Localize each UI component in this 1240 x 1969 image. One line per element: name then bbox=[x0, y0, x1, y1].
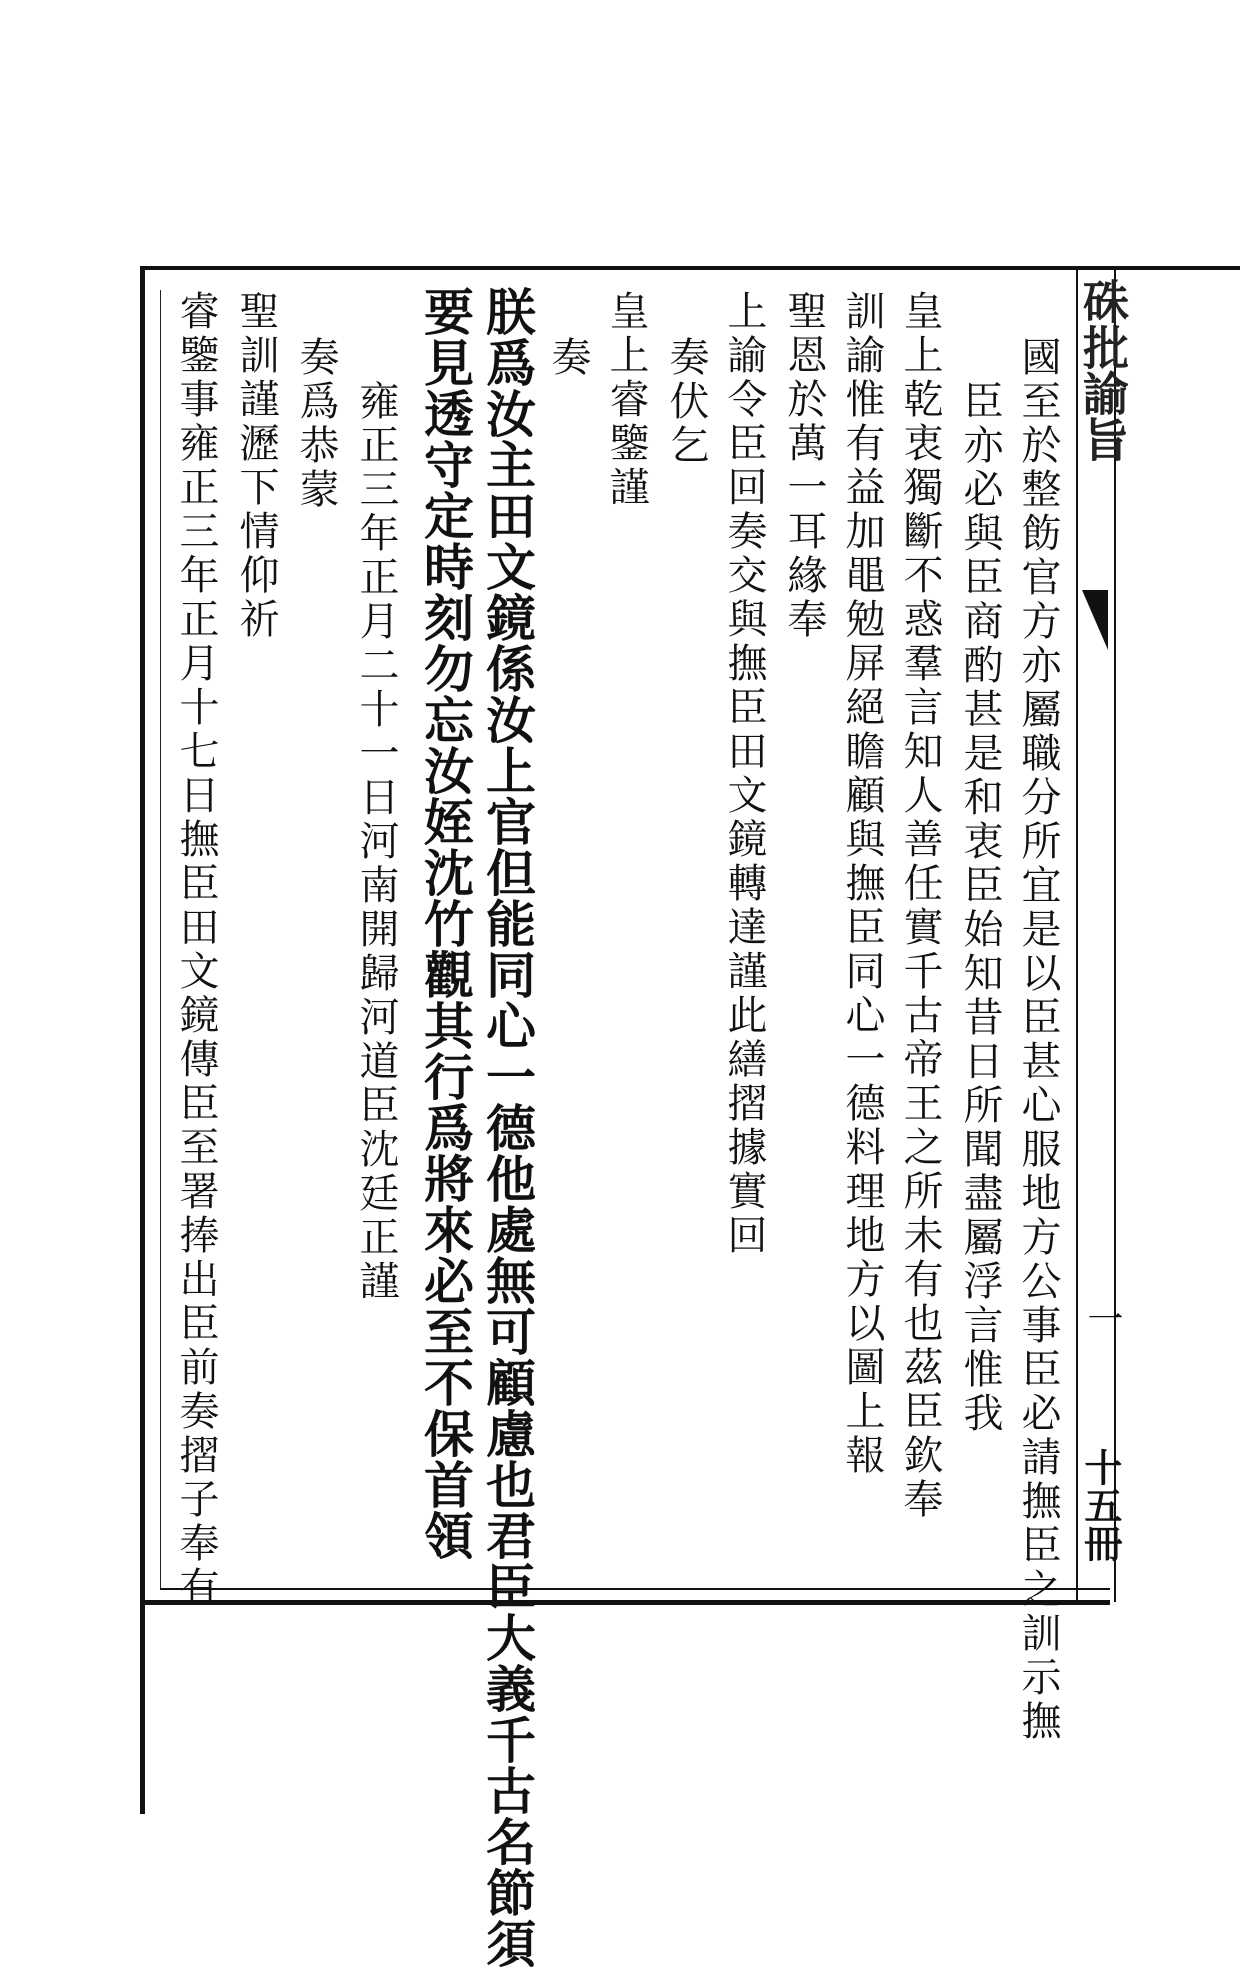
text-column-1: 國至於整飭官方亦屬職分所宜是以臣甚心服地方公事臣必請撫臣之訓示撫 bbox=[1015, 336, 1061, 1744]
text-column-13: 奏爲恭蒙 bbox=[293, 336, 339, 512]
outer-rule-bottom bbox=[140, 1600, 1110, 1605]
margin-title: 硃批諭旨 bbox=[1076, 278, 1130, 462]
text-column-9: 奏 bbox=[545, 336, 591, 380]
inner-rule-bottom bbox=[160, 1588, 1110, 1590]
text-column-14: 聖訓謹瀝下情仰祈 bbox=[233, 290, 279, 642]
text-column-3: 皇上乾衷獨斷不惑羣言知人善任實千古帝王之所未有也茲臣欽奉 bbox=[897, 290, 943, 1522]
fish-tail-mark bbox=[1082, 590, 1108, 650]
text-column-4: 訓諭惟有益加黽勉屏絕瞻顧與撫臣同心一德料理地方以圖上報 bbox=[839, 290, 885, 1478]
vermilion-rescript-line-2: 要見透守定時刻勿忘汝姪沈竹觀其行爲將來必至不保首領 bbox=[416, 286, 475, 1561]
margin-strip bbox=[1076, 266, 1116, 1602]
margin-volume: 十五冊 bbox=[1077, 1448, 1123, 1562]
text-column-5: 聖恩於萬一耳緣奉 bbox=[781, 290, 827, 642]
text-column-2: 臣亦必與臣商酌甚是和衷臣始知昔日所聞盡屬浮言惟我 bbox=[957, 380, 1003, 1436]
text-column-6: 上諭令臣回奏交與撫臣田文鏡轉達謹此繕摺據實回 bbox=[721, 290, 767, 1258]
vermilion-rescript-line-1: 朕爲汝主田文鏡係汝上官但能同心一德他處無可顧慮也君臣大義千古名節須 bbox=[478, 286, 537, 1969]
text-column-15: 睿鑒事雍正三年正月十七日撫臣田文鏡傳臣至署捧出臣前奏摺子奉有 bbox=[173, 290, 219, 1610]
text-column-8: 皇上睿鑒謹 bbox=[603, 290, 649, 510]
inner-rule-left bbox=[160, 290, 161, 1588]
margin-fold-number: 一 bbox=[1082, 1300, 1123, 1336]
text-column-7: 奏伏乞 bbox=[663, 336, 709, 468]
text-column-12: 雍正三年正月二十一日河南開歸河道臣沈廷正謹 bbox=[353, 380, 399, 1304]
